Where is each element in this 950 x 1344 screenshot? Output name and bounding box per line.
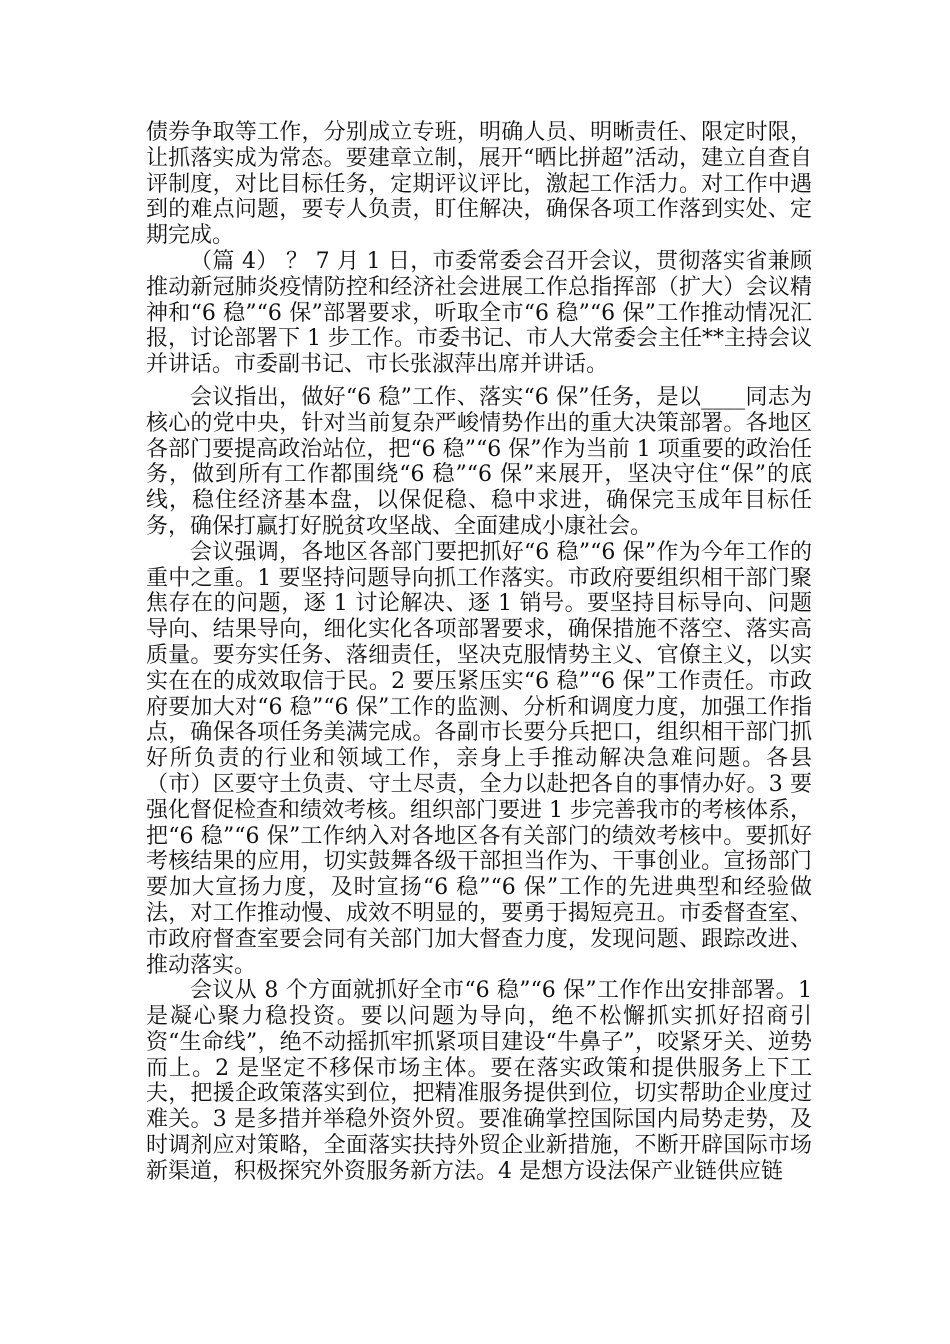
paragraph-2: （篇 4） ？ 7 月 1 日，市委常委会召开会议，贯彻落实省兼顾推动新冠肺炎疫情防控和经济社会进展工作总指挥部（扩大）会议精神和“6 稳”“6 保”部署要求，听取全市“6 稳”“6 保”工作推动情况汇报，讨论部署下 1 步工作。市委书记、市人大常委会主任**主持会议并讲话。市委副书记、市长张淑萍出席并讲话。 [146,248,812,378]
paragraph-3: 会议指出，做好“6 稳”工作、落实“6 保”任务，是以____同志为核心的党中央，针对当前复杂严峻情势作出的重大决策部署。各地区各部门要提高政治站位，把“6 稳”“6 保”作为当前 1 项重要的政治任务，做到所有工作都围绕“6 稳”“6 保”来展开，坚决守住“保”的底线，稳住经济基本盘，以保促稳、稳中求进，确保完玉成年目标任务，确保打赢打好脱贫攻坚战、全面建成小康社会。 [146,384,812,539]
document-body [146,120,812,1185]
paragraph-1: 债券争取等工作，分别成立专班，明确人员、明晰责任、限定时限，让抓落实成为常态。要建章立制，展开“晒比拼超”活动，建立自查自评制度，对比目标任务，定期评议评比，激起工作活力。对工作中遇到的难点问题，要专人负责，盯住解决，确保各项工作落到实处、定期完成。 [146,120,812,249]
paragraph-4: 会议强调，各地区各部门要把抓好“6 稳”“6 保”作为今年工作的重中之重。1 要坚持问题导向抓工作落实。市政府要组织相干部门聚焦存在的问题，逐 1 讨论解决、逐 1 销号。要坚持目标导向、问题导向、结果导向，细化实化各项部署要求，确保措施不落空、落实高质量。要夯实任务、落细责任，坚决克服情势主义、官僚主义，以实实在在的成效取信于民。2 要压紧压实“6 稳”“6 保”工作责任。市政府要加大对“6 稳”“6 保”工作的监测、分析和调度力度，加强工作指点，确保各项任务美满完成。各副市长要分兵把口，组织相干部门抓好所负责的行业和领域工作，亲身上手推动解决急难问题。各县（市）区要守土负责、守土尽责，全力以赴把各自的事情办好。3 要强化督促检查和绩效考核。组织部门要进 1 步完善我市的考核体系，把“6 稳”“6 保”工作纳入对各地区各有关部门的绩效考核中。要抓好考核结果的应用，切实鼓舞各级干部担当作为、干事创业。宣扬部门要加大宣扬力度，及时宣扬“6 稳”“6 保”工作的先进典型和经验做法，对工作推动慢、成效不明显的，要勇于揭短亮丑。市委督查室、市政府督查室要会同有关部门加大督查力度，发现问题、跟踪改进、推动落实。 [146,539,812,978]
paragraph-5: 会议从 8 个方面就抓好全市“6 稳”“6 保”工作作出安排部署。1 是凝心聚力稳投资。要以问题为导向，绝不松懈抓实抓好招商引资“生命线”，绝不动摇抓牢抓紧项目建设“牛鼻子”，咬紧牙关、逆势而上。2 是坚定不移保市场主体。要在落实政策和提供服务上下工夫，把援企政策落实到位，把精准服务提供到位，切实帮助企业度过难关。3 是多措并举稳外资外贸。要准确掌控国际国内局势走势，及时调剂应对策略，全面落实扶持外贸企业新措施，不断开辟国际市场新渠道，积极探究外资服务新方法。4 是想方设法保产业链供应链 [146,978,812,1184]
